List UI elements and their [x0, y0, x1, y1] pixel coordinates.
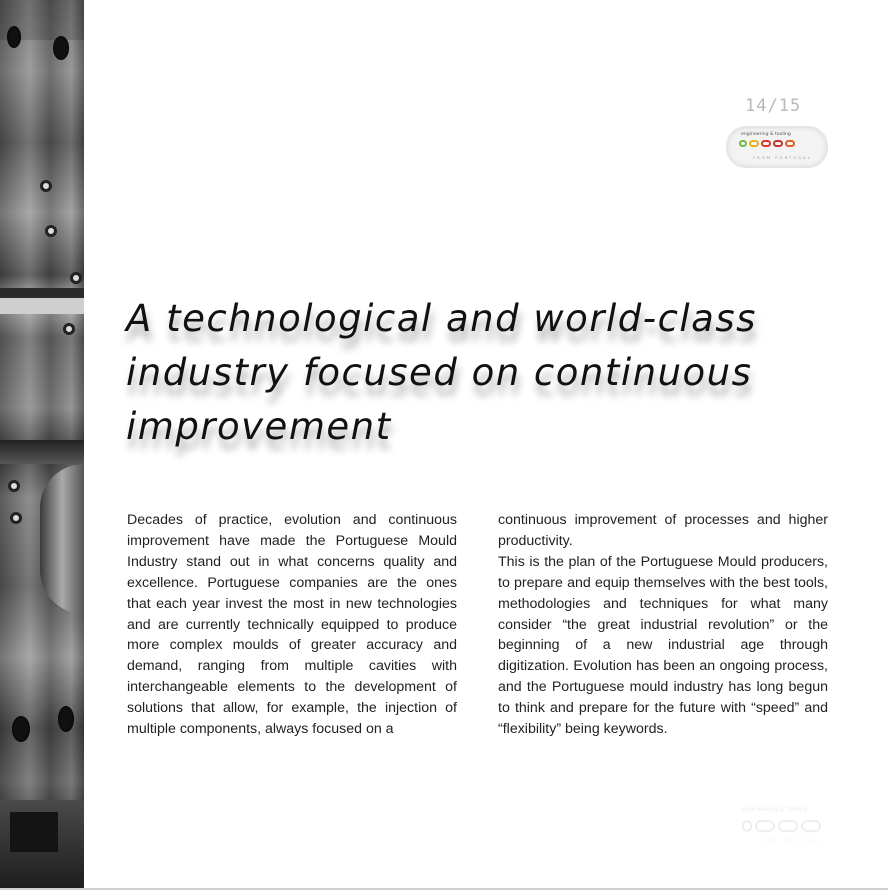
- watermark-logo: [740, 806, 870, 846]
- logo-shape-1: [739, 140, 747, 147]
- watermark-subtitle: FROM PORTUGAL: [756, 838, 830, 843]
- logo-subtitle: FROM PORTUGAL: [753, 155, 812, 160]
- logo-shape-3: [761, 140, 771, 147]
- logo-title: engineering & tooling: [741, 132, 791, 137]
- watermark-shape-4: [801, 820, 821, 832]
- mould-photo-strip: [0, 0, 84, 888]
- body-column-left: [127, 510, 457, 740]
- title-line-3: improvement: [126, 405, 392, 448]
- page-number: 14/15: [745, 96, 802, 116]
- body-paragraph-right-1: continuous improvement of processes and higher productivity.: [498, 512, 828, 549]
- watermark-shapes: [742, 820, 821, 832]
- watermark-shape-2: [755, 820, 775, 832]
- watermark-shape-1: [742, 820, 752, 832]
- title-line-1: A technological and world-class: [126, 297, 757, 340]
- title-line-2: industry focused on continuous: [126, 351, 753, 394]
- logo-shape-5: [785, 140, 795, 147]
- page-title: [126, 292, 786, 454]
- logo-shapes: [739, 140, 795, 147]
- body-paragraph-left: Decades of practice, evolution and continuous improvement have made the Portuguese Mould Industry stand out in what concerns quality and excellence. Portuguese companies are the ones that each year invest the most in new technologies and are currently technically equipped to produce more complex moulds of greater accuracy and demand, ranging from multiple cavities with interchangeable elements to the development of solutions that allow, for example, the injection of multiple components, always focused on a: [127, 512, 457, 738]
- watermark-shape-3: [778, 820, 798, 832]
- logo-shape-2: [749, 140, 759, 147]
- engineering-tooling-logo: [726, 126, 828, 168]
- watermark-title: engineering & tooling: [742, 806, 808, 813]
- body-paragraph-right-2: This is the plan of the Portuguese Mould producers, to prepare and equip themselves with the best tools, methodologies and techniques for what many consider “the great industrial revolution” or the beginning of a new industrial age through digitization. Evolution has been an ongoing process, and the Portuguese mould industry has long begun to think and prepare for the future with “speed” and “flexibility” being keywords.: [498, 553, 828, 738]
- logo-shape-4: [773, 140, 783, 147]
- body-column-right: [498, 510, 828, 740]
